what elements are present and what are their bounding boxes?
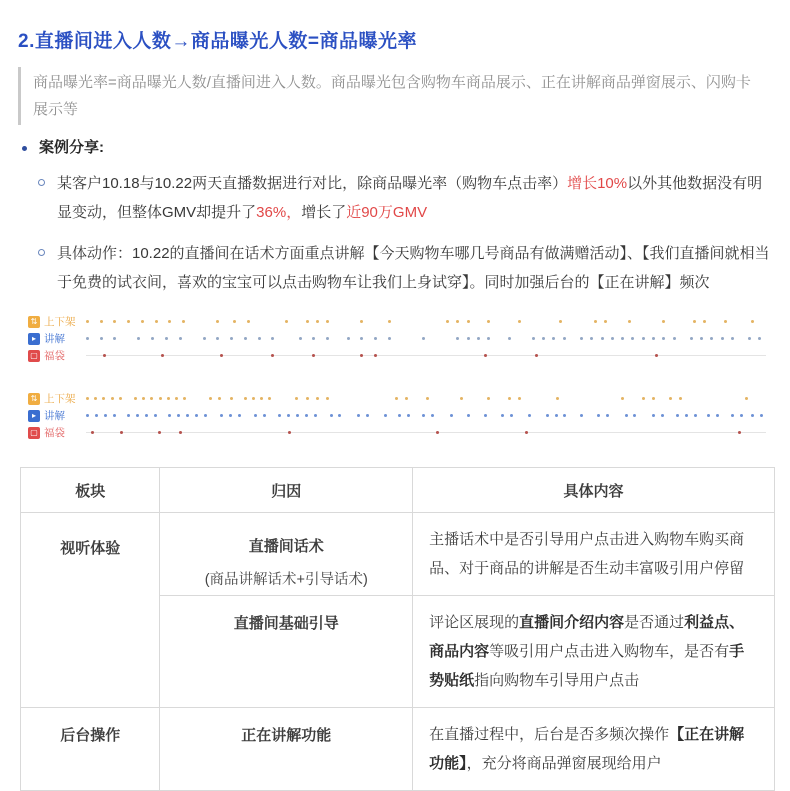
event-dot [642,337,645,340]
event-dot [460,397,463,400]
case-point-1 [38,169,772,227]
timeline-row-label: 上下架 [44,316,76,328]
cause-subtitle: (商品讲解话术+引导话术) [204,572,368,588]
event-dot [258,337,261,340]
event-dot [525,431,528,434]
case-point-2 [38,239,772,297]
case-point-2-text: 具体动作：10.22的直播间在话术方面重点讲解【今天购物车哪几号商品有做满赠活动】、【我们直播间就相当于免费的试衣间，喜欢的宝宝可以点击购物车让我们上身试穿】。同时加强后台的【正在讲解】频次 [57,245,770,291]
event-dot [563,414,566,417]
event-dot [179,431,182,434]
cell-detail-live-script: 主播话术中是否引导用户点击进入购物车购买商品、对于商品的讲解是否生动丰富吸引用户停留 [413,513,775,596]
event-dot [86,320,89,323]
event-dot [738,431,741,434]
event-dot [288,431,291,434]
cause-title: 正在讲解功能 [241,727,332,744]
timeline-row-luckybag [28,347,772,364]
event-dot [120,431,123,434]
event-dot [244,337,247,340]
event-dot [312,337,315,340]
event-dot [642,397,645,400]
timeline-track [86,313,772,330]
event-dot [268,397,271,400]
event-dot [305,414,308,417]
event-dot [552,337,555,340]
event-dot [510,414,513,417]
event-dot [86,397,89,400]
col-header-cause: 归因 [160,468,413,513]
event-dot [508,337,511,340]
event-dot [366,414,369,417]
event-dot [597,414,600,417]
event-dot [296,414,299,417]
event-dot [141,320,144,323]
event-dot [625,414,628,417]
shelf-icon: ⇅ [28,393,40,405]
event-dot [628,320,631,323]
event-dot [127,414,130,417]
event-dot [700,337,703,340]
event-dot [398,414,401,417]
event-dot [314,414,317,417]
event-dot [230,337,233,340]
event-dot [426,397,429,400]
timeline-row-luckybag [28,424,772,441]
table-header-row [21,468,775,513]
event-dot [233,320,236,323]
event-dot [740,414,743,417]
event-dot [621,337,624,340]
event-dot [662,337,665,340]
event-dot [254,414,257,417]
event-dot [216,320,219,323]
event-dot [703,320,706,323]
event-dot [186,414,189,417]
cell-detail-basic-guide: 评论区展现的直播间介绍内容是否通过利益点、商品内容等吸引用户点击进入购物车，是否有手势贴纸指向购物车引导用户点击 [413,596,775,708]
event-dot [436,431,439,434]
timeline-track [86,424,772,441]
event-dot [203,337,206,340]
event-dot [707,414,710,417]
event-dot [151,337,154,340]
event-dot [405,397,408,400]
event-dot [113,337,116,340]
event-dot [285,320,288,323]
event-dot [238,414,241,417]
explain-icon: ▸ [28,410,40,422]
event-dot [330,414,333,417]
event-dot [450,414,453,417]
event-dot [685,414,688,417]
event-dot [446,320,449,323]
event-dot [287,414,290,417]
event-dot [374,337,377,340]
timeline-row-explain [28,407,772,424]
event-dot [360,320,363,323]
event-dot [102,397,105,400]
timeline-track [86,390,772,407]
event-dot [150,397,153,400]
event-dot [216,337,219,340]
explain-icon: ▸ [28,333,40,345]
event-dot [679,397,682,400]
event-dot [556,397,559,400]
event-dot [580,414,583,417]
timeline-charts [28,313,772,441]
cell-module-av-experience: 视听体验 [21,513,160,708]
cell-module-backend-ops: 后台操作 [21,708,160,791]
event-dot [528,414,531,417]
luckybag-icon: ▢ [28,427,40,439]
event-dot [604,320,607,323]
event-dot [360,337,363,340]
event-dot [175,397,178,400]
event-dot [218,397,221,400]
table-row [21,513,775,596]
case-share-title: 案例分享: [39,139,104,156]
event-dot [501,414,504,417]
definition-quote [18,67,772,125]
definition-quote-text: 商品曝光率=商品曝光人数/直播间进入人数。商品曝光包含购物车商品展示、正在讲解商品弹窗展示、闪购卡展示等 [33,74,751,118]
event-dot [655,354,658,357]
event-dot [247,320,250,323]
event-dot [542,337,545,340]
event-dot [137,337,140,340]
cause-title: 直播间话术 [248,538,324,555]
event-dot [690,337,693,340]
event-dot [652,397,655,400]
event-dot [395,397,398,400]
event-dot [487,320,490,323]
event-dot [295,397,298,400]
timeline-row-label: 福袋 [44,427,65,439]
event-dot [758,337,761,340]
event-dot [177,414,180,417]
event-dot [751,414,754,417]
event-dot [111,397,114,400]
event-dot [312,354,315,357]
event-dot [113,414,116,417]
event-dot [621,397,624,400]
luckybag-icon: ▢ [28,350,40,362]
event-dot [168,414,171,417]
event-dot [731,337,734,340]
event-dot [546,414,549,417]
event-dot [456,337,459,340]
event-dot [183,397,186,400]
event-dot [693,320,696,323]
event-dot [388,320,391,323]
event-dot [347,337,350,340]
cell-cause-basic-guide [160,596,413,708]
event-dot [652,337,655,340]
event-dot [484,354,487,357]
bullet-dot-icon [22,146,27,151]
event-dot [594,320,597,323]
event-dot [100,337,103,340]
event-dot [182,320,185,323]
event-dot [306,397,309,400]
case-share-item [20,137,772,159]
event-dot [104,414,107,417]
event-dot [559,320,562,323]
timeline-row-label: 讲解 [44,410,65,422]
event-dot [195,414,198,417]
col-header-module: 板块 [21,468,160,513]
event-dot [456,320,459,323]
event-dot [167,397,170,400]
event-dot [601,337,604,340]
timeline-row-label: 福袋 [44,350,65,362]
event-dot [467,414,470,417]
timeline-row-label: 讲解 [44,333,65,345]
event-dot [91,431,94,434]
timeline-row-shelf [28,390,772,407]
event-dot [611,337,614,340]
event-dot [652,414,655,417]
event-dot [724,320,727,323]
event-dot [357,414,360,417]
cell-detail-explaining-feature: 在直播过程中，后台是否多频次操作【正在讲解功能】，充分将商品弹窗展现给用户 [413,708,775,791]
event-dot [271,354,274,357]
event-dot [179,337,182,340]
event-dot [590,337,593,340]
event-dot [633,414,636,417]
event-dot [477,337,480,340]
event-dot [278,414,281,417]
event-dot [263,414,266,417]
event-dot [145,414,148,417]
event-dot [316,320,319,323]
event-dot [299,337,302,340]
event-dot [127,320,130,323]
event-dot [606,414,609,417]
event-dot [731,414,734,417]
event-dot [159,397,162,400]
event-dot [252,397,255,400]
event-dot [555,414,558,417]
event-dot [230,397,233,400]
event-dot [422,337,425,340]
event-dot [661,414,664,417]
event-dot [158,431,161,434]
event-dot [532,337,535,340]
event-dot [142,397,145,400]
timeline-row-label: 上下架 [44,393,76,405]
event-dot [119,397,122,400]
event-dot [260,397,263,400]
event-dot [694,414,697,417]
event-dot [760,414,763,417]
event-dot [748,337,751,340]
event-dot [134,397,137,400]
attribution-table [20,467,775,791]
event-dot [384,414,387,417]
cell-cause-explaining-feature [160,708,413,791]
event-dot [487,337,490,340]
cause-title: 直播间基础引导 [233,615,339,632]
event-dot [326,337,329,340]
event-dot [204,414,207,417]
event-dot [220,414,223,417]
event-dot [306,320,309,323]
event-dot [136,414,139,417]
event-dot [86,414,89,417]
event-dot [220,354,223,357]
timeline-row-explain [28,330,772,347]
event-dot [244,397,247,400]
event-dot [94,397,97,400]
bullet-circle-icon [38,249,45,256]
event-dot [631,337,634,340]
event-dot [487,397,490,400]
event-dot [161,354,164,357]
event-dot [745,397,748,400]
event-dot [229,414,232,417]
event-dot [431,414,434,417]
event-dot [710,337,713,340]
event-dot [467,337,470,340]
event-dot [669,397,672,400]
event-dot [676,414,679,417]
event-dot [388,337,391,340]
event-dot [154,414,157,417]
cell-cause-live-script [160,513,413,596]
event-dot [374,354,377,357]
timeline-row-shelf [28,313,772,330]
event-dot [360,354,363,357]
timeline-track [86,330,772,347]
event-dot [326,397,329,400]
timeline-track [86,407,772,424]
bullet-circle-icon [38,179,45,186]
case-share-points [38,169,772,297]
case-point-1-text: 某客户10.18与10.22两天直播数据进行对比，除商品曝光率（购物车点击率）增长10%以外其他数据没有明显变动，但整体GMV却提升了36%，增长了近90万GMV [57,175,763,221]
section-heading: 2.直播间进入人数→商品曝光人数=商品曝光率 [18,31,417,52]
event-dot [165,337,168,340]
table-row [21,708,775,791]
timeline-track [86,347,772,364]
event-dot [209,397,212,400]
event-dot [716,414,719,417]
event-dot [326,320,329,323]
event-dot [422,414,425,417]
event-dot [721,337,724,340]
col-header-detail: 具体内容 [413,468,775,513]
event-dot [467,320,470,323]
event-dot [662,320,665,323]
timeline-chart-10-18 [28,313,772,364]
event-dot [103,354,106,357]
event-dot [316,397,319,400]
event-dot [673,337,676,340]
event-dot [563,337,566,340]
event-dot [86,337,89,340]
event-dot [518,320,521,323]
timeline-chart-10-22 [28,390,772,441]
event-dot [338,414,341,417]
event-dot [113,320,116,323]
shelf-icon: ⇅ [28,316,40,328]
event-dot [535,354,538,357]
event-dot [155,320,158,323]
event-dot [168,320,171,323]
event-dot [580,337,583,340]
event-dot [518,397,521,400]
event-dot [95,414,98,417]
event-dot [271,337,274,340]
event-dot [407,414,410,417]
event-dot [751,320,754,323]
event-dot [508,397,511,400]
event-dot [100,320,103,323]
event-dot [484,414,487,417]
